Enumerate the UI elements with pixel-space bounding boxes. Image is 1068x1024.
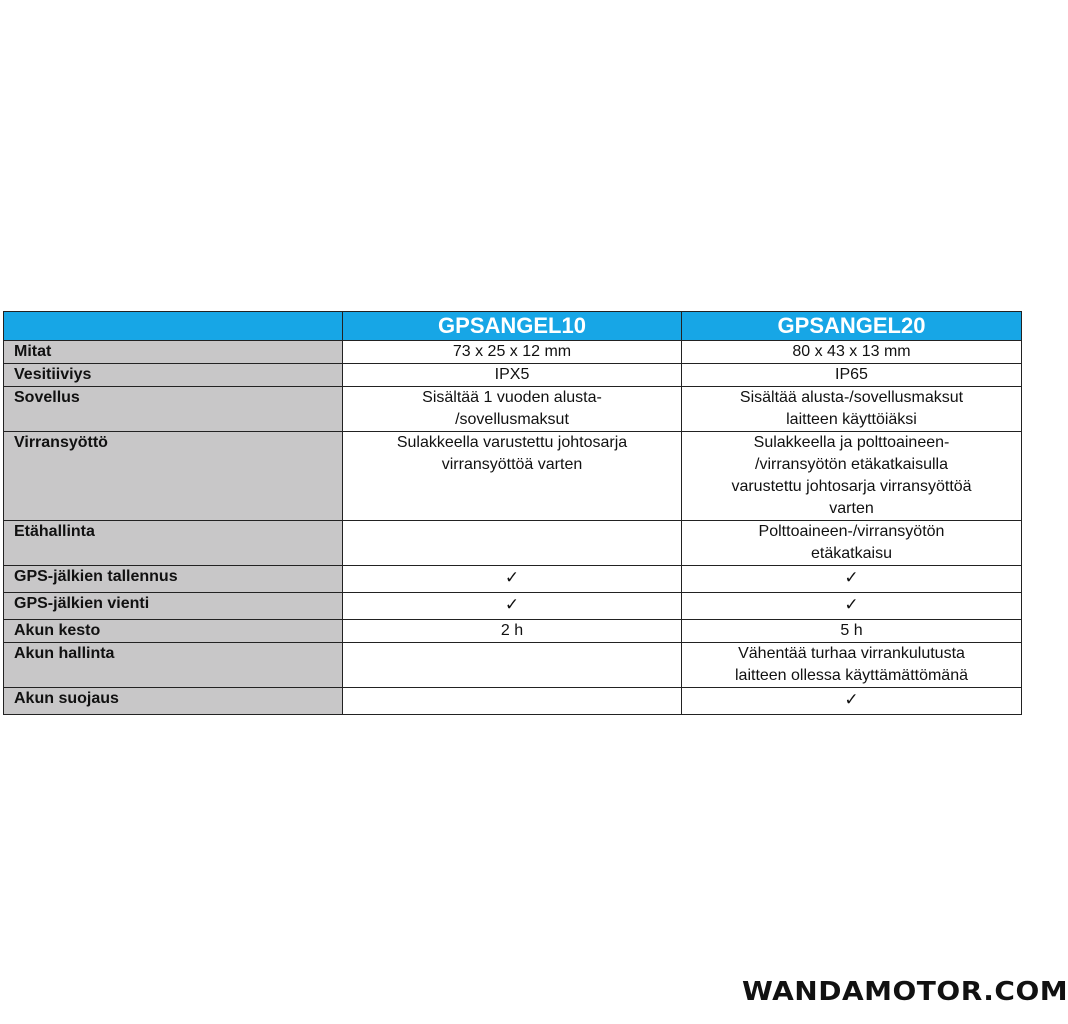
cell-text-line: Vähentää turhaa virrankulutusta [738, 645, 965, 662]
checkmark-icon: ✓ [504, 595, 520, 615]
table-body [4, 341, 1022, 715]
row-label: Vesitiiviys [4, 364, 343, 387]
cell-gpsangel10 [343, 593, 682, 620]
cell-gpsangel20 [682, 620, 1022, 643]
cell-gpsangel10 [343, 566, 682, 593]
cell-gpsangel20 [682, 364, 1022, 387]
cell-text-line: virransyöttöä varten [441, 456, 583, 473]
cell-gpsangel20 [682, 387, 1022, 432]
table-row [4, 432, 1022, 521]
header-label-cell [4, 312, 343, 341]
header-gpsangel10: GPSANGEL10 [343, 312, 682, 341]
row-label: Akun kesto [4, 620, 343, 643]
cell-text-line: 80 x 43 x 13 mm [792, 343, 911, 360]
cell-gpsangel10 [343, 521, 682, 566]
checkmark-icon: ✓ [844, 595, 859, 615]
cell-gpsangel20 [682, 521, 1022, 566]
cell-text-line: laitteen käyttöiäksi [786, 411, 917, 428]
header-gpsangel20: GPSANGEL20 [682, 312, 1022, 341]
table-row [4, 593, 1022, 620]
cell-gpsangel20 [682, 643, 1022, 688]
cell-text-line: IP65 [835, 366, 868, 383]
row-label: Virransyöttö [4, 432, 343, 521]
cell-text-line: Sulakkeella varustettu johtosarja [396, 434, 628, 451]
cell-gpsangel20 [682, 688, 1022, 715]
table-row [4, 643, 1022, 688]
table-row [4, 387, 1022, 432]
checkmark-icon: ✓ [844, 690, 859, 710]
cell-text-line: varustettu johtosarja virransyöttöä [731, 478, 972, 495]
cell-gpsangel20 [682, 432, 1022, 521]
checkmark-icon: ✓ [844, 568, 859, 588]
checkmark-icon: ✓ [504, 568, 520, 588]
cell-text-line: varten [829, 500, 874, 517]
cell-gpsangel10 [343, 364, 682, 387]
cell-gpsangel10 [343, 620, 682, 643]
cell-text-line: /sovellusmaksut [455, 411, 569, 428]
table-row [4, 521, 1022, 566]
table-row [4, 620, 1022, 643]
table-row [4, 364, 1022, 387]
cell-text-line: 5 h [840, 622, 863, 639]
row-label: Etähallinta [4, 521, 343, 566]
cell-text-line: IPX5 [494, 366, 530, 383]
cell-text-line: Sulakkeella ja polttoaineen- [753, 434, 950, 451]
cell-gpsangel20 [682, 593, 1022, 620]
cell-gpsangel10 [343, 643, 682, 688]
cell-text-line: laitteen ollessa käyttämättömänä [734, 667, 968, 684]
row-label: GPS-jälkien tallennus [4, 566, 343, 593]
table-row [4, 566, 1022, 593]
cell-text-line: Polttoaineen-/virransyötön [758, 523, 945, 540]
cell-gpsangel10 [343, 341, 682, 364]
cell-gpsangel20 [682, 566, 1022, 593]
cell-gpsangel10 [343, 387, 682, 432]
wandamotor-logo: WANDAMOTOR.COM [742, 976, 1068, 1007]
cell-text-line: /virransyötön etäkatkaisulla [755, 456, 948, 473]
cell-gpsangel10 [343, 688, 682, 715]
cell-gpsangel10 [343, 432, 682, 521]
row-label: Akun suojaus [4, 688, 343, 715]
cell-text-line: Sisältää 1 vuoden alusta- [422, 389, 602, 406]
table-row [4, 688, 1022, 715]
table-row [4, 341, 1022, 364]
row-label: Akun hallinta [4, 643, 343, 688]
cell-text-line: 73 x 25 x 12 mm [452, 343, 572, 360]
row-label: Mitat [4, 341, 343, 364]
row-label: Sovellus [4, 387, 343, 432]
comparison-table [3, 311, 1022, 715]
table-header-row [4, 312, 1022, 341]
cell-text-line: etäkatkaisu [811, 545, 892, 562]
row-label: GPS-jälkien vienti [4, 593, 343, 620]
cell-text-line: 2 h [500, 622, 524, 639]
cell-text-line: Sisältää alusta-/sovellusmaksut [739, 389, 964, 406]
cell-gpsangel20 [682, 341, 1022, 364]
